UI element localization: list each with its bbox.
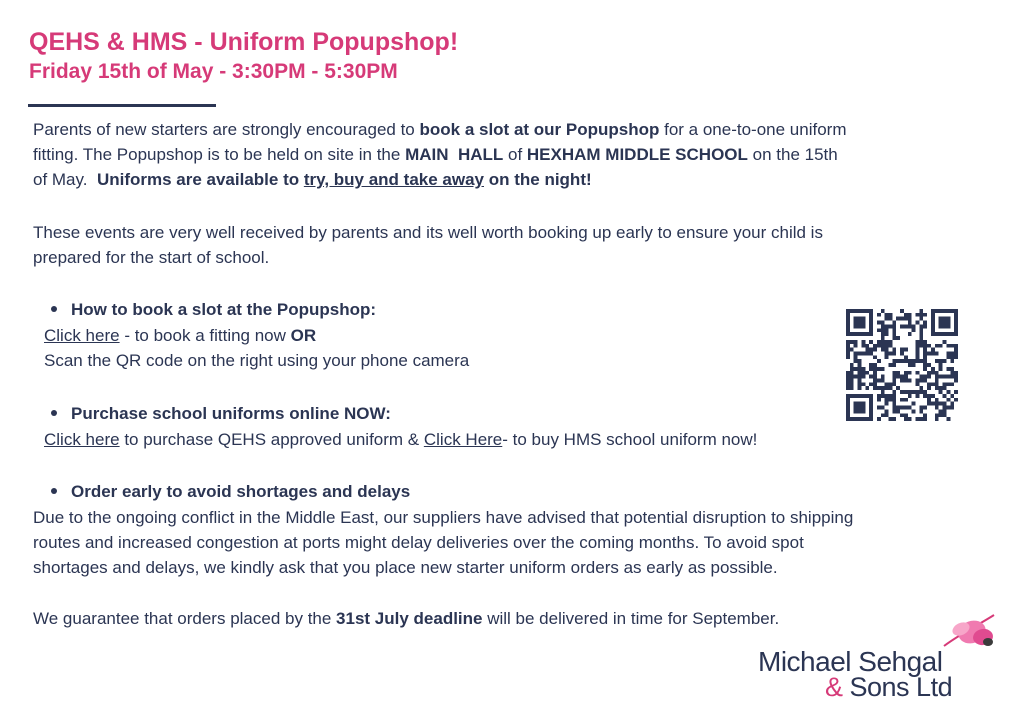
guarantee-text: will be delivered in time for September. [482,609,780,628]
intro-emphasis: MAIN HALL [405,145,504,164]
intro-text: for a one-to-one uniform [659,120,847,139]
purchase-links [44,427,757,452]
intro-line-3 [33,167,846,192]
company-logo [758,612,1010,708]
book-section [51,297,376,322]
guarantee-paragraph [33,606,779,631]
intro-text: on the 15th [747,145,838,164]
intro-line-1 [33,117,846,142]
book-heading-text: How to book a slot at the Popupshop: [71,300,377,319]
order-heading [51,479,410,504]
book-link-line [44,323,469,348]
logo-sons [825,672,952,703]
order-section [51,479,410,504]
guarantee-text: We guarantee that orders placed by the [33,609,337,628]
intro-text: Parents of new starters are strongly encouraged to [33,120,420,139]
book-links [44,323,469,373]
logo-sons-text: Sons Ltd [842,672,953,702]
book-fitting-link[interactable]: Click here [44,326,120,345]
bullet-icon [51,488,57,494]
events-line-1: These events are very well received by parents and its well worth booking up early to ensure your child is [33,223,823,242]
intro-emphasis [97,170,592,189]
purchase-heading-text: Purchase school uniforms online NOW: [71,404,391,423]
order-line-3: shortages and delays, we kindly ask that you place new starter uniform orders as early as possible. [33,558,778,577]
intro-text: fitting. The Popupshop is to be held on site in the [33,145,406,164]
logo-name: Michael Sehgal [758,646,943,677]
events-line-2: prepared for the start of school. [33,248,270,267]
intro-text: of May. [33,170,97,189]
qr-code-icon[interactable] [846,309,958,421]
order-heading-text: Order early to avoid shortages and delays [71,482,411,501]
book-link-text: - to book a fitting now [119,326,291,345]
purchase-text: - to buy HMS school uniform now! [502,430,758,449]
book-or: OR [290,326,317,345]
butterfly-icon [938,612,996,652]
title-underline [28,104,216,107]
intro-emphasis-text: Uniforms are available to [96,170,304,189]
order-paragraph [33,505,853,580]
purchase-hms-link[interactable]: Click Here [423,430,503,449]
book-heading [51,297,376,322]
bullet-icon [51,410,57,416]
intro-paragraph [33,117,846,192]
logo-ampersand: & [825,672,843,702]
intro-emphasis-underlined: try, buy and take away [303,170,484,189]
intro-line-2 [33,142,846,167]
guarantee-deadline: 31st July deadline [336,609,483,628]
bullet-icon [51,306,57,312]
purchase-heading [51,401,391,426]
intro-emphasis: book a slot at our Popupshop [419,120,660,139]
intro-emphasis-text: on the night! [484,170,592,189]
purchase-text: to purchase QEHS approved uniform & [119,430,424,449]
event-date: Friday 15th of May - 3:30PM - 5:30PM [29,60,398,83]
intro-text: of [503,145,527,164]
purchase-section [51,401,391,426]
order-line-1: Due to the ongoing conflict in the Middle East, our suppliers have advised that potential disruption to shipping [33,508,854,527]
intro-emphasis: HEXHAM MIDDLE SCHOOL [526,145,748,164]
events-paragraph [33,220,823,270]
purchase-qehs-link[interactable]: Click here [44,430,120,449]
book-scan-text: Scan the QR code on the right using your phone camera [44,351,470,370]
page-title: QEHS & HMS - Uniform Popupshop! [29,28,459,56]
order-line-2: routes and increased congestion at ports might delay deliveries over the coming months. To avoid spot [33,533,804,552]
